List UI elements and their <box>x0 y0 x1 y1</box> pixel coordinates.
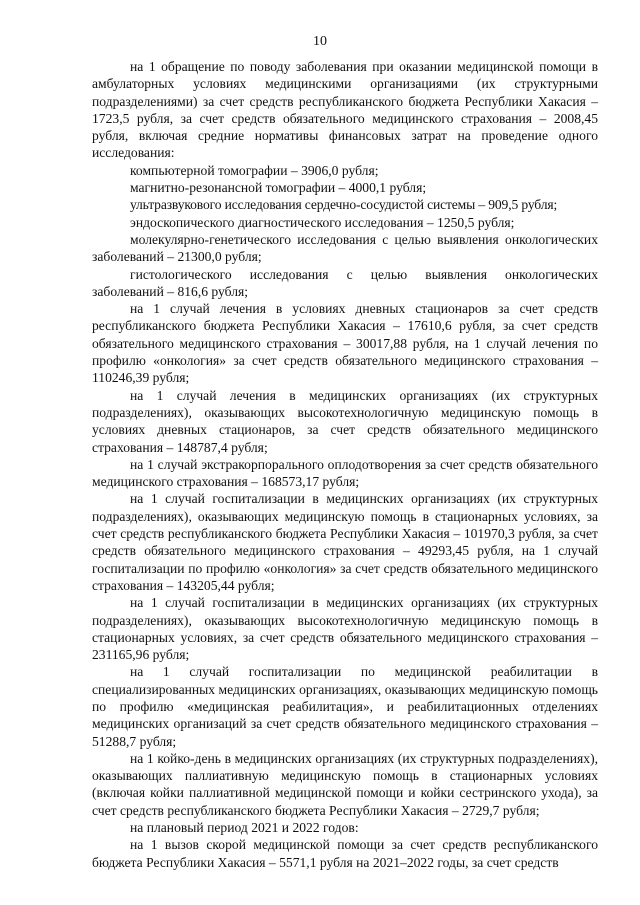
paragraph-rehabilitation: на 1 случай госпитализации по медицинской реабилитации в специализированных медицинских организациях, оказывающих медицинскую помощь по профилю «медицинская реабилитация», и реабилитационных отделениях медицинских организаций за счет средств обязательного медицинского страхования – 51288,7 рубля; <box>92 664 598 749</box>
paragraph-hightech-hospitalization: на 1 случай госпитализации в медицинских организациях (их структурных подразделениях), оказывающих высокотехнологичную медицинскую помощь в стационарных условиях, за счет средств обязательного медицинского страхования – 231165,96 рубля; <box>92 595 598 663</box>
paragraph-molecular-genetic: молекулярно-генетического исследования с целью выявления онкологических заболеваний – 21300,0 рубля; <box>92 231 598 265</box>
paragraph-ct: компьютерной томографии – 3906,0 рубля; <box>130 162 379 178</box>
paragraph-endoscopy: эндоскопического диагностического исследования – 1250,5 рубля; <box>130 214 515 230</box>
paragraph-ambulance-call: на 1 вызов скорой медицинской помощи за счет средств республиканского бюджета Республики Хакасия – 5571,1 рубля на 2021–2022 годы, за счет средств <box>92 837 598 870</box>
paragraph-ivf: на 1 случай экстракорпорального оплодотворения за счет средств обязательного медицинского страхования – 168573,17 рубля; <box>92 456 598 490</box>
paragraph-palliative-bed-day: на 1 койко-день в медицинских организациях (их структурных подразделениях), оказывающих паллиативную медицинскую помощь в стационарных условиях (включая койки паллиативной медицинской помощи и койки сестринского ухода), за счет средств республиканского бюджета Республики Хакасия – 2729,7 рубля; <box>92 750 598 818</box>
paragraph-mri: магнитно-резонансной томографии – 4000,1 рубля; <box>130 180 427 196</box>
page-number: 10 <box>313 34 327 49</box>
paragraph-ultrasound: ультразвукового исследования сердечно-сосудистой системы – 909,5 рубля; <box>130 197 558 213</box>
paragraph-hightech-day-hospital: на 1 случай лечения в медицинских организациях (их структурных подразделениях), оказывающих высокотехнологичную медицинскую помощь в условиях дневных стационаров, за счет средств обязательного медицинского страхования – 148787,4 рубля; <box>92 387 598 455</box>
paragraph-day-hospital: на 1 случай лечения в условиях дневных стационаров за счет средств республиканского бюджета Республики Хакасия – 17610,6 рубля, за счет средств обязательного медицинского страхования – 30017,88 рубля, на 1 случай лечения по профилю «онкология» за счет средств обязательного медицинского страхования – 110246,39 рубля; <box>92 301 598 386</box>
paragraph-hospitalization: на 1 случай госпитализации в медицинских организациях (их структурных подразделениях), оказывающих медицинскую помощь в стационарных условиях, за счет средств республиканского бюджета Республики Хакасия – 101970,3 рубля, за счет средств обязательного медицинского страхования – 49293,45 рубля, на 1 случай госпитализации по профилю «онкология» за счет средств обязательного медицинского страхования – 143205,44 рубля; <box>92 491 598 593</box>
paragraph-planning-period: на плановый период 2021 и 2022 годов: <box>130 820 359 836</box>
document-body <box>92 58 598 871</box>
paragraph-histology: гистологического исследования с целью выявления онкологических заболеваний – 816,6 рубля; <box>92 266 598 299</box>
paragraph-outpatient-visit: на 1 обращение по поводу заболевания при оказании медицинской помощи в амбулаторных условиях медицинскими организациями (их структурными подразделениями) за счет средств республиканского бюджета Республики Хакасия – 1723,5 рубля, за счет средств обязательного медицинского страхования – 2008,45 рубля, включая средние нормативы финансовых затрат на проведение одного исследования: <box>92 59 598 161</box>
